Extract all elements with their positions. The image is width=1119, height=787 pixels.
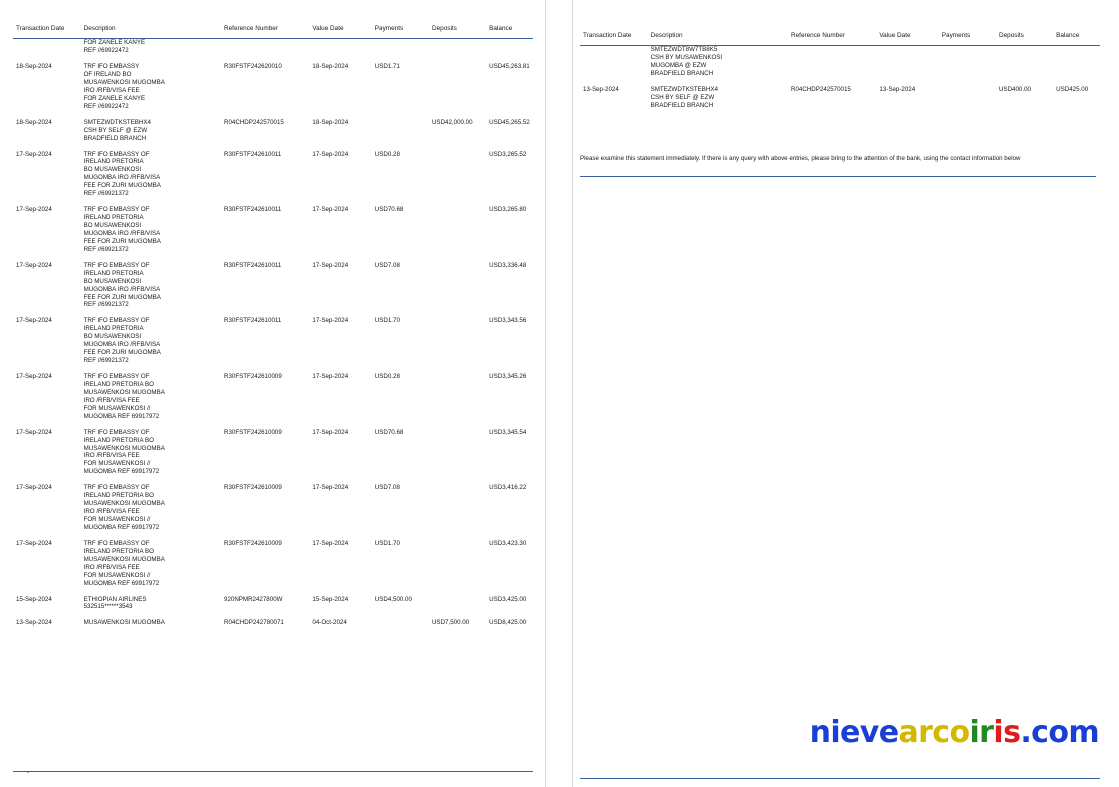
cell-transaction-date: 17-Sep-2024 bbox=[16, 317, 52, 325]
cell-balance: USD3,265.52 bbox=[489, 150, 527, 158]
cell-payments: USD7.08 bbox=[374, 484, 400, 492]
cell-deposits: USD7,500.00 bbox=[431, 619, 470, 627]
cell-description: TRF IFO EMBASSY OF IRELAND BO MUSAWENKOSI MUGOMBA IRO /RFB/VISA FEE FOR ZANELE KANYE REF //69922472 bbox=[83, 63, 165, 110]
cell-description: TRF IFO EMBASSY OF IRELAND PRETORIA BO MUSAWENKOSI MUGOMBA IRO /RFB/VISA FEE FOR ZURI MUGOMBA REF //69921372 bbox=[83, 150, 161, 198]
cell-deposits bbox=[429, 57, 486, 113]
column-header-balance: Balance bbox=[1056, 32, 1080, 39]
cell-payments bbox=[372, 113, 429, 145]
cell-value-date: 17-Sep-2024 bbox=[312, 373, 349, 380]
statement-notice-rule bbox=[580, 176, 1096, 177]
cell-value-date: 13-Sep-2024 bbox=[879, 85, 916, 93]
site-watermark bbox=[810, 715, 1099, 750]
cell-reference-number: R30FSTF242610009 bbox=[224, 539, 282, 547]
cell-transaction-date: 18-Sep-2024 bbox=[16, 63, 52, 71]
cell-reference-number bbox=[221, 39, 309, 57]
column-header-payments: Payments bbox=[374, 25, 404, 32]
cell-deposits bbox=[429, 590, 486, 614]
table-header-right bbox=[580, 28, 1100, 46]
cell-balance: USD3,425.00 bbox=[489, 595, 527, 603]
cell-deposits bbox=[429, 200, 486, 256]
cell-value-date: 17-Sep-2024 bbox=[312, 539, 349, 547]
table-row bbox=[13, 145, 533, 201]
column-header-transaction-date: Transaction Date bbox=[16, 25, 65, 32]
column-header-deposits: Deposits bbox=[431, 25, 457, 32]
cell-reference-number: R04CHDP242570015 bbox=[791, 85, 851, 93]
cell-deposits: USD42,000.00 bbox=[431, 118, 473, 126]
cell-balance: USD3,345.26 bbox=[489, 373, 527, 380]
page-bottom-marker: - bbox=[27, 770, 29, 776]
cell-balance: USD3,423.30 bbox=[489, 539, 527, 547]
cell-transaction-date: 17-Sep-2024 bbox=[16, 484, 52, 492]
cell-transaction-date: 15-Sep-2024 bbox=[16, 595, 52, 603]
statement-page-right bbox=[573, 0, 1119, 787]
page-bottom-rule-left bbox=[13, 771, 533, 772]
cell-balance: USD8,425.00 bbox=[489, 619, 527, 627]
watermark-segment-4: is bbox=[993, 715, 1021, 750]
table-header-row bbox=[13, 21, 533, 39]
table-row bbox=[13, 613, 533, 629]
cell-payments: USD4,500.00 bbox=[374, 595, 412, 603]
column-header-value-date: Value Date bbox=[312, 25, 344, 32]
cell-value-date: 17-Sep-2024 bbox=[312, 261, 349, 269]
page-edge-left bbox=[545, 0, 546, 787]
cell-value-date: 17-Sep-2024 bbox=[312, 484, 349, 492]
cell-value-date: 17-Sep-2024 bbox=[312, 150, 349, 158]
cell-description: TRF IFO EMBASSY OF IRELAND PRETORIA BO MUSAWENKOSI MUGOMBA IRO /RFB/VISA FEE FOR ZURI MUGOMBA REF //69921372 bbox=[83, 261, 161, 309]
page-sheet-left bbox=[0, 0, 545, 787]
transactions-table-left bbox=[13, 21, 533, 629]
cell-transaction-date: 17-Sep-2024 bbox=[16, 150, 52, 158]
column-header-value-date: Value Date bbox=[879, 32, 911, 39]
cell-balance bbox=[1053, 46, 1100, 80]
cell-description: TRF IFO EMBASSY OF IRELAND PRETORIA BO MUSAWENKOSI MUGOMBA IRO /RFB/VISA FEE FOR MUSAWENKOSI // MUGOMBA REF 69917972 bbox=[83, 484, 165, 531]
column-header-deposits: Deposits bbox=[998, 32, 1024, 39]
table-row bbox=[580, 80, 1100, 112]
statement-page-left bbox=[0, 0, 545, 787]
cell-reference-number: R30FSTF242610009 bbox=[224, 484, 282, 492]
cell-transaction-date: 13-Sep-2024 bbox=[16, 619, 52, 627]
column-header-transaction-date: Transaction Date bbox=[583, 32, 632, 39]
cell-description: TRF IFO EMBASSY OF IRELAND PRETORIA BO MUSAWENKOSI MUGOMBA IRO /RFB/VISA FEE FOR ZURI MUGOMBA REF //69921372 bbox=[83, 317, 161, 365]
cell-value-date: 18-Sep-2024 bbox=[312, 118, 349, 126]
page-edge-right bbox=[572, 0, 573, 787]
cell-payments: USD70.68 bbox=[374, 428, 404, 436]
cell-balance: USD3,343.56 bbox=[489, 317, 527, 325]
cell-value-date: 15-Sep-2024 bbox=[312, 595, 349, 603]
cell-balance: USD3,336.48 bbox=[489, 261, 527, 269]
table-row bbox=[13, 200, 533, 256]
cell-deposits bbox=[996, 46, 1053, 80]
cell-value-date bbox=[876, 46, 938, 80]
table-row-continuation bbox=[13, 39, 533, 57]
transactions-table-right bbox=[580, 28, 1100, 112]
cell-reference-number: R30FSTF242610011 bbox=[224, 150, 282, 158]
cell-reference-number bbox=[788, 46, 876, 80]
cell-reference-number: R30FSTF242610011 bbox=[224, 317, 282, 325]
column-header-reference-number: Reference Number bbox=[224, 25, 278, 32]
transactions-table-left-holder bbox=[13, 21, 533, 629]
table-row bbox=[13, 478, 533, 534]
cell-reference-number: R30FSTF242610009 bbox=[224, 373, 282, 380]
cell-reference-number: R04CHDP242570015 bbox=[224, 118, 284, 126]
cell-balance: USD45,263.81 bbox=[489, 63, 530, 71]
watermark-segment-3: ir bbox=[969, 715, 994, 750]
cell-reference-number: R30FSTF242610009 bbox=[224, 428, 282, 436]
watermark-segment-5: .com bbox=[1020, 715, 1099, 750]
table-continuation-body-left bbox=[13, 39, 533, 57]
table-row bbox=[13, 534, 533, 590]
page-sheet-right bbox=[573, 0, 1119, 787]
cell-balance bbox=[486, 39, 533, 57]
cell-deposits bbox=[429, 478, 486, 534]
cell-transaction-date bbox=[580, 46, 648, 80]
cell-deposits bbox=[429, 367, 486, 423]
table-row bbox=[13, 311, 533, 367]
cell-value-date: 17-Sep-2024 bbox=[312, 317, 349, 325]
cell-value-date: 17-Sep-2024 bbox=[312, 206, 349, 214]
cell-reference-number: R30FSTF242610011 bbox=[224, 261, 282, 269]
cell-transaction-date: 17-Sep-2024 bbox=[16, 428, 52, 436]
cell-value-date bbox=[309, 39, 371, 57]
statement-notice: Please examine this statement immediately. If there is any query with above entries, please bring to the attention of the bank, using the contact information below bbox=[580, 155, 1021, 162]
column-header-description: Description bbox=[83, 25, 116, 32]
cell-transaction-date: 17-Sep-2024 bbox=[16, 261, 52, 269]
cell-deposits bbox=[429, 145, 486, 201]
table-body-left bbox=[13, 57, 533, 629]
cell-description: TRF IFO EMBASSY OF IRELAND PRETORIA BO MUSAWENKOSI MUGOMBA IRO /RFB/VISA FEE FOR MUSAWENKOSI // MUGOMBA REF 69917972 bbox=[83, 539, 165, 587]
table-row bbox=[13, 256, 533, 312]
cell-description: SMTEZWDTKSTEBHX4 CSH BY SELF @ EZW BRADFIELD BRANCH bbox=[650, 85, 718, 109]
table-row bbox=[13, 57, 533, 113]
watermark-segment-1: nieve bbox=[809, 715, 899, 750]
cell-value-date: 04-Oct-2024 bbox=[312, 619, 347, 627]
table-row bbox=[13, 113, 533, 145]
cell-deposits: USD400.00 bbox=[998, 85, 1031, 93]
cell-reference-number: R30FSTF242610011 bbox=[224, 206, 282, 214]
cell-deposits bbox=[429, 534, 486, 590]
cell-value-date: 18-Sep-2024 bbox=[312, 63, 349, 71]
cell-description: TRF IFO EMBASSY OF IRELAND PRETORIA BO MUSAWENKOSI MUGOMBA IRO /RFB/VISA FEE FOR MUSAWENKOSI // MUGOMBA REF 69917972 bbox=[83, 428, 165, 476]
cell-transaction-date: 17-Sep-2024 bbox=[16, 373, 52, 380]
table-row bbox=[13, 590, 533, 614]
cell-balance: USD45,265.52 bbox=[489, 118, 530, 126]
column-header-balance: Balance bbox=[489, 25, 513, 32]
cell-transaction-date: 17-Sep-2024 bbox=[16, 206, 52, 214]
column-header-reference-number: Reference Number bbox=[791, 32, 845, 39]
cell-reference-number: 920NPMR2427800W bbox=[224, 595, 283, 603]
page-gutter bbox=[545, 0, 573, 787]
cell-reference-number: R04CHDP242780071 bbox=[224, 619, 284, 627]
cell-payments: USD70.68 bbox=[374, 206, 404, 214]
table-body-right bbox=[580, 80, 1100, 112]
cell-payments: USD1.70 bbox=[374, 317, 400, 325]
table-row bbox=[13, 423, 533, 479]
table-row bbox=[13, 367, 533, 423]
cell-payments: USD1.70 bbox=[374, 539, 400, 547]
table-continuation-body-right bbox=[580, 46, 1100, 80]
table-header-row bbox=[580, 28, 1100, 46]
cell-deposits bbox=[429, 39, 486, 57]
cell-payments: USD7.08 bbox=[374, 261, 400, 269]
cell-description: TRF IFO EMBASSY OF IRELAND PRETORIA BO MUSAWENKOSI MUGOMBA IRO /RFB/VISA FEE FOR ZURI MUGOMBA REF //69921372 bbox=[83, 206, 161, 253]
cell-payments: USD0.28 bbox=[374, 373, 400, 380]
cell-payments bbox=[939, 46, 996, 80]
cell-description: FOR ZANELE KANYE REF //69922472 bbox=[83, 39, 146, 55]
cell-balance: USD425.00 bbox=[1056, 85, 1089, 93]
cell-description: SMTEZWDTKSTEBHX4 CSH BY SELF @ EZW BRADFIELD BRANCH bbox=[83, 118, 151, 142]
cell-deposits bbox=[429, 311, 486, 367]
cell-deposits bbox=[429, 256, 486, 312]
cell-deposits bbox=[429, 423, 486, 479]
cell-value-date: 17-Sep-2024 bbox=[312, 428, 349, 436]
cell-payments bbox=[939, 80, 996, 112]
cell-reference-number: R30FSTF242620010 bbox=[224, 63, 282, 71]
cell-description: MUSAWENKOSI MUGOMBA bbox=[83, 619, 165, 627]
cell-transaction-date: 13-Sep-2024 bbox=[583, 85, 619, 93]
cell-balance: USD3,416.22 bbox=[489, 484, 527, 492]
cell-payments bbox=[372, 613, 429, 629]
transactions-table-right-holder bbox=[580, 28, 1100, 112]
page-bottom-rule-right bbox=[580, 778, 1100, 779]
cell-balance: USD3,345.54 bbox=[489, 428, 527, 436]
cell-payments: USD0.28 bbox=[374, 150, 400, 158]
cell-balance: USD3,265.80 bbox=[489, 206, 527, 214]
table-row-continuation bbox=[580, 46, 1100, 80]
watermark-segment-2: arco bbox=[898, 715, 970, 750]
table-header-left bbox=[13, 21, 533, 39]
column-header-description: Description bbox=[650, 32, 683, 39]
cell-payments bbox=[372, 39, 429, 57]
cell-description: TRF IFO EMBASSY OF IRELAND PRETORIA BO MUSAWENKOSI MUGOMBA IRO /RFB/VISA FEE FOR MUSAWENKOSI // MUGOMBA REF 69917972 bbox=[83, 373, 165, 420]
cell-description: SMTEZWDT8W7TB8K5 CSH BY MUSAWENKOSI MUGOMBA @ EZW BRADFIELD BRANCH bbox=[650, 46, 723, 77]
cell-transaction-date: 17-Sep-2024 bbox=[16, 539, 52, 547]
cell-transaction-date bbox=[13, 39, 81, 57]
column-header-payments: Payments bbox=[941, 32, 971, 39]
cell-payments: USD1.71 bbox=[374, 63, 400, 71]
cell-transaction-date: 18-Sep-2024 bbox=[16, 118, 52, 126]
cell-description: ETHIOPIAN AIRLINES 532515******3543 bbox=[83, 595, 147, 611]
